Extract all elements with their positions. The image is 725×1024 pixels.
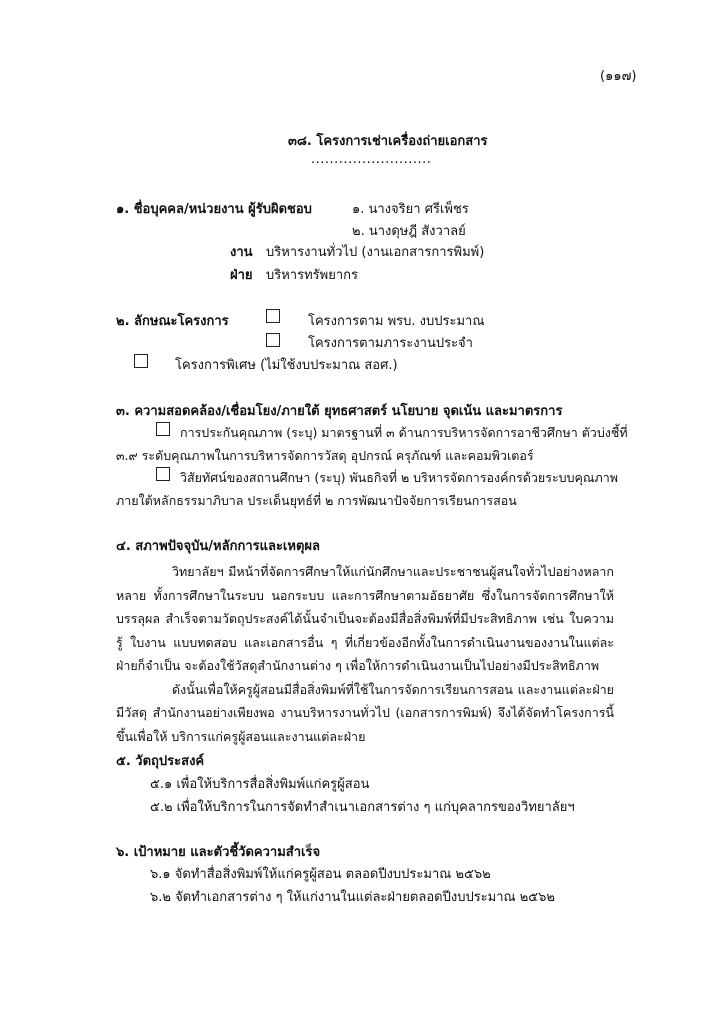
checkbox-routine-project[interactable]: [266, 333, 280, 347]
option-budget-project: โครงการตาม พรบ. งบประมาณ: [308, 314, 485, 329]
title-dots: ..........................: [311, 152, 432, 167]
section5-heading: ๕. วัตถุประสงค์: [116, 754, 205, 769]
option-special-project: โครงการพิเศษ (ไม่ใช้งบประมาณ สอศ.): [175, 358, 398, 373]
quality-assurance-line2: ๓.๙ ระดับคุณภาพในการบริหารจัดการวัสดุ อุปกรณ์ ครุภัณฑ์ และคอมพิวเตอร์: [116, 448, 534, 463]
responsible-person-1: ๑. นางจริยา ศรีเพ็ชร: [352, 202, 469, 217]
page-title: ๓๘. โครงการเช่าเครื่องถ่ายเอกสาร: [288, 134, 488, 149]
objective-1: ๕.๑ เพื่อให้บริการสื่อสิ่งพิมพ์แก่ครูผู้สอน: [150, 777, 370, 792]
vision-line1: วิสัยทัศน์ของสถานศึกษา (ระบุ) พันธกิจที่ ๒ บริหารจัดการองค์กรด้วยระบบคุณภาพ: [180, 470, 619, 485]
checkbox-special-project[interactable]: [134, 354, 148, 368]
work-label: งาน: [230, 245, 253, 260]
objective-2: ๕.๒ เพื่อให้บริการในการจัดทำสำเนาเอกสารต่าง ๆ แก่บุคลากรของวิทยาลัยฯ: [150, 800, 575, 815]
section6-heading: ๖. เป้าหมาย และตัวชี้วัดความสำเร็จ: [116, 845, 321, 860]
rationale-text: [116, 560, 614, 748]
checkbox-budget-project[interactable]: [266, 309, 280, 323]
dept-label: ฝ่าย: [230, 268, 253, 283]
rationale-paragraph-2: ดังนั้นเพื่อให้ครูผู้สอนมีสื่อสิ่งพิมพ์ที่ใช้ในการจัดการเรียนการสอน และงานแต่ละฝ่ายมีวัสดุ สำนักงานอย่างเพียงพอ งานบริหารงานทั่วไป (เอกสารการพิมพ์) จึงได้จัดทำโครงการนี้ขึ้นเพื่อให้ บริการแก่ครูผู้สอนและงานแต่ละฝ่าย: [116, 681, 614, 744]
rationale-paragraph-1: วิทยาลัยฯ มีหน้าที่จัดการศึกษาให้แก่นักศึกษาและประชาชนผู้สนใจทั่วไปอย่างหลากหลาย ทั้งการศึกษาในระบบ นอกระบบ และการศึกษาตามอัธยาศัย ซึ่งในการจัดการศึกษาให้บรรลุผล สำเร็จตามวัตถุประสงค์ได้นั้นจำเป็นจะต้องมีสื่อสิ่งพิมพ์ที่มีประสิทธิภาพ เช่น ใบความรู้ ใบงาน แบบทดสอบ และเอกสารอื่น ๆ ที่เกี่ยวข้องอีกทั้งในการดำเนินงานของงานในแต่ละฝ่ายก็จำเป็น จะต้องใช้วัสดุสำนักงานต่าง ๆ เพื่อให้การดำเนินงานเป็นไปอย่างมีประสิทธิภาพ: [116, 564, 614, 673]
section3-heading: ๓. ความสอดคล้อง/เชื่อมโยง/ภายใต้ ยุทธศาสตร์ นโยบาย จุดเน้น และมาตรการ: [116, 404, 563, 419]
vision-line2: ภายใต้หลักธรรมาภิบาล ประเด็นยุทธ์ที่ ๒ การพัฒนาปัจจัยการเรียนการสอน: [116, 493, 517, 508]
target-2: ๖.๒ จัดทำเอกสารต่าง ๆ ให้แก่งานในแต่ละฝ่ายตลอดปีงบประมาณ ๒๕๖๒: [150, 890, 555, 905]
dept-value: บริหารทรัพยากร: [266, 268, 358, 283]
page-number: (๑๑๗): [600, 69, 637, 84]
quality-assurance-line1: การประกันคุณภาพ (ระบุ) มาตรฐานที่ ๓ ด้านการบริหารจัดการอาชีวศึกษา ตัวบ่งชี้ที่: [180, 425, 628, 440]
responsible-person-2: ๒. นางดุษฎี สังวาลย์: [352, 224, 466, 239]
checkbox-quality-assurance[interactable]: [156, 422, 170, 436]
work-value: บริหารงานทั่วไป (งานเอกสารการพิมพ์): [266, 245, 485, 260]
section4-heading: ๔. สภาพปัจจุบัน/หลักการและเหตุผล: [116, 539, 320, 554]
section2-heading: ๒. ลักษณะโครงการ: [116, 314, 229, 329]
option-routine-project: โครงการตามภาระงานประจำ: [308, 336, 473, 351]
target-1: ๖.๑ จัดทำสื่อสิ่งพิมพ์ให้แก่ครูผู้สอน ตลอดปีงบประมาณ ๒๕๖๒: [150, 867, 491, 882]
section1-heading: ๑. ชื่อบุคคล/หน่วยงาน ผู้รับผิดชอบ: [116, 202, 312, 217]
checkbox-vision[interactable]: [156, 467, 170, 481]
